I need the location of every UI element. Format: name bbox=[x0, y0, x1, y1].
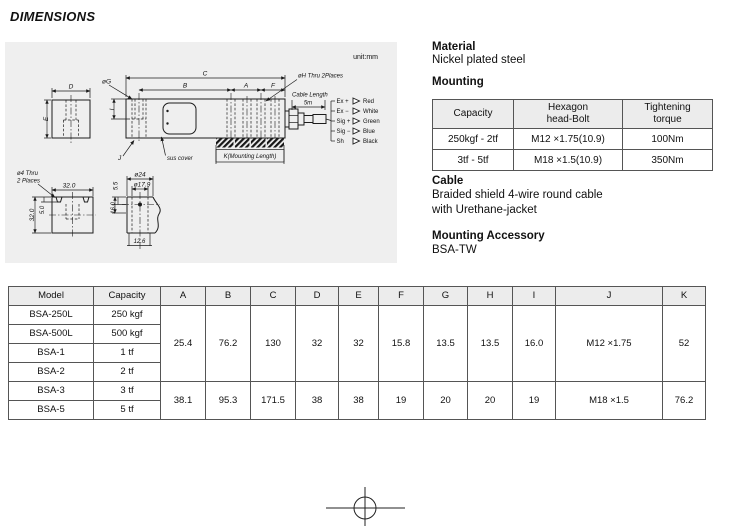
value-cell: 13.5 bbox=[468, 306, 513, 382]
table-row bbox=[9, 382, 706, 401]
value-cell: 19 bbox=[513, 382, 556, 420]
cable-description-line2: with Urethane-jacket bbox=[432, 204, 537, 216]
mounting-table-row bbox=[433, 150, 713, 171]
wire-signal: Ex − bbox=[336, 109, 349, 115]
value-cell: 95.3 bbox=[206, 382, 251, 420]
value-cell: 16.0 bbox=[513, 306, 556, 382]
value-cell: 38 bbox=[296, 382, 339, 420]
header-cell: J bbox=[556, 287, 663, 306]
dim-label-a: A bbox=[243, 82, 249, 90]
header-cell: K bbox=[663, 287, 706, 306]
dimension-table-header-row bbox=[9, 287, 706, 306]
value-cell: 25.4 bbox=[161, 306, 206, 382]
boss-inner-dim: ø17.9 bbox=[133, 181, 151, 189]
torque-cell: 350Nm bbox=[623, 150, 713, 171]
plate-notch-dim: 5.0 bbox=[40, 205, 46, 215]
value-cell: 32 bbox=[339, 306, 379, 382]
boss-top-dim: 5.5 bbox=[113, 181, 120, 191]
value-cell: 171.5 bbox=[251, 382, 296, 420]
wire-color: Blue bbox=[363, 129, 376, 135]
material-heading: Material bbox=[432, 41, 476, 53]
dim-label-f: F bbox=[271, 82, 275, 90]
header-cell: E bbox=[339, 287, 379, 306]
end-view bbox=[43, 84, 90, 144]
header-cell: A bbox=[161, 287, 206, 306]
mounting-table bbox=[432, 99, 713, 171]
value-cell: 15.8 bbox=[379, 306, 424, 382]
model-cell: BSA-500L bbox=[9, 325, 94, 344]
value-cell: 13.5 bbox=[424, 306, 468, 382]
capacity-cell: 500 kgf bbox=[94, 325, 161, 344]
cable-heading: Cable bbox=[432, 175, 464, 187]
bolt-cell: M18 ×1.5(10.9) bbox=[514, 150, 623, 171]
mounting-heading: Mounting bbox=[432, 76, 484, 88]
boss-mid-dim: 16.0 bbox=[111, 202, 117, 214]
capacity-cell: 3tf - 5tf bbox=[433, 150, 514, 171]
model-cell: BSA-2 bbox=[9, 363, 94, 382]
model-cell: BSA-3 bbox=[9, 382, 94, 401]
wire-arrow-icon bbox=[353, 138, 360, 144]
plate-note-line2: 2 Places bbox=[17, 178, 41, 185]
wire-arrow-icon bbox=[353, 118, 360, 124]
header-cell: Capacity bbox=[433, 100, 514, 129]
cable-connector bbox=[285, 109, 331, 129]
torque-cell: 100Nm bbox=[623, 129, 713, 150]
header-cell: Capacity bbox=[94, 287, 161, 306]
value-cell: 52 bbox=[663, 306, 706, 382]
sus-cover-label: sus cover bbox=[167, 156, 193, 162]
mounting-length-label: K(Mounting Length) bbox=[223, 154, 277, 160]
value-cell: 76.2 bbox=[206, 306, 251, 382]
boss-bottom-dim: 12.6 bbox=[133, 239, 146, 245]
cable-length-label: Cable Length bbox=[292, 92, 328, 99]
header-cell: D bbox=[296, 287, 339, 306]
value-cell: 76.2 bbox=[663, 382, 706, 420]
model-cell: BSA-5 bbox=[9, 401, 94, 420]
value-cell: 20 bbox=[468, 382, 513, 420]
wire-arrow-icon bbox=[353, 98, 360, 104]
capacity-cell: 1 tf bbox=[94, 344, 161, 363]
page-title: DIMENSIONS bbox=[10, 9, 96, 24]
plate-height-dim: 32.0 bbox=[29, 208, 36, 222]
header-cell: F bbox=[379, 287, 424, 306]
value-cell: 38 bbox=[339, 382, 379, 420]
header-cell: Hexagon head-Bolt bbox=[514, 100, 623, 129]
dim-label-c: C bbox=[202, 70, 208, 78]
technical-drawing bbox=[5, 42, 397, 263]
bolt-cell: M12 ×1.75(10.9) bbox=[514, 129, 623, 150]
capacity-cell: 2 tf bbox=[94, 363, 161, 382]
cable-length-value: 5m bbox=[303, 100, 313, 107]
accessory-value: BSA-TW bbox=[432, 244, 477, 256]
header-cell: G bbox=[424, 287, 468, 306]
dim-label-j: J bbox=[118, 155, 122, 162]
main-view bbox=[102, 71, 380, 165]
mounting-table-row bbox=[433, 129, 713, 150]
wire-arrow-icon bbox=[353, 108, 360, 114]
value-cell: M12 ×1.75 bbox=[556, 306, 663, 382]
value-cell: 130 bbox=[251, 306, 296, 382]
wire-signal: Sig + bbox=[336, 119, 351, 125]
registration-mark-icon bbox=[320, 483, 410, 526]
capacity-cell: 3 tf bbox=[94, 382, 161, 401]
dim-label-h: øH Thru 2Places bbox=[298, 73, 344, 80]
header-cell: Model bbox=[9, 287, 94, 306]
detail-boss-view bbox=[111, 172, 160, 251]
drawing-panel bbox=[5, 42, 397, 263]
model-cell: BSA-1 bbox=[9, 344, 94, 363]
value-cell: M18 ×1.5 bbox=[556, 382, 663, 420]
capacity-cell: 5 tf bbox=[94, 401, 161, 420]
wire-color: White bbox=[363, 109, 379, 115]
wire-arrow-icon bbox=[353, 128, 360, 134]
dim-label-b: B bbox=[182, 82, 188, 90]
wire-color: Black bbox=[363, 139, 378, 145]
value-cell: 32 bbox=[296, 306, 339, 382]
header-cell: Tightening torque bbox=[623, 100, 713, 129]
detail-plate-view bbox=[16, 171, 96, 238]
header-cell: C bbox=[251, 287, 296, 306]
mounting-table-header-row bbox=[433, 100, 713, 129]
plate-note-line1: ø4 Thru bbox=[17, 171, 39, 177]
wire-signal: Ex + bbox=[336, 99, 349, 105]
header-cell: I bbox=[513, 287, 556, 306]
table-row bbox=[9, 306, 706, 325]
dim-label-i: I bbox=[109, 108, 116, 111]
boss-outer-dim: ø24 bbox=[134, 171, 146, 179]
dim-label-d: D bbox=[68, 83, 74, 91]
material-value: Nickel plated steel bbox=[432, 54, 526, 66]
cable-description-line1: Braided shield 4-wire round cable bbox=[432, 189, 603, 201]
value-cell: 20 bbox=[424, 382, 468, 420]
dim-label-g: øG bbox=[102, 78, 112, 86]
unit-label: unit:mm bbox=[353, 54, 378, 61]
value-cell: 38.1 bbox=[161, 382, 206, 420]
capacity-cell: 250kgf - 2tf bbox=[433, 129, 514, 150]
dimension-table bbox=[8, 286, 706, 420]
wire-signal: Sig − bbox=[336, 129, 351, 135]
value-cell: 19 bbox=[379, 382, 424, 420]
dim-label-e: E bbox=[43, 116, 50, 122]
header-cell: H bbox=[468, 287, 513, 306]
wire-color: Green bbox=[363, 119, 380, 125]
plate-width-dim: 32.0 bbox=[62, 182, 76, 190]
accessory-heading: Mounting Accessory bbox=[432, 230, 545, 242]
wire-signal: Sh bbox=[336, 139, 344, 145]
model-cell: BSA-250L bbox=[9, 306, 94, 325]
wire-legend bbox=[331, 98, 380, 145]
wire-color: Red bbox=[363, 99, 375, 105]
header-cell: B bbox=[206, 287, 251, 306]
capacity-cell: 250 kgf bbox=[94, 306, 161, 325]
